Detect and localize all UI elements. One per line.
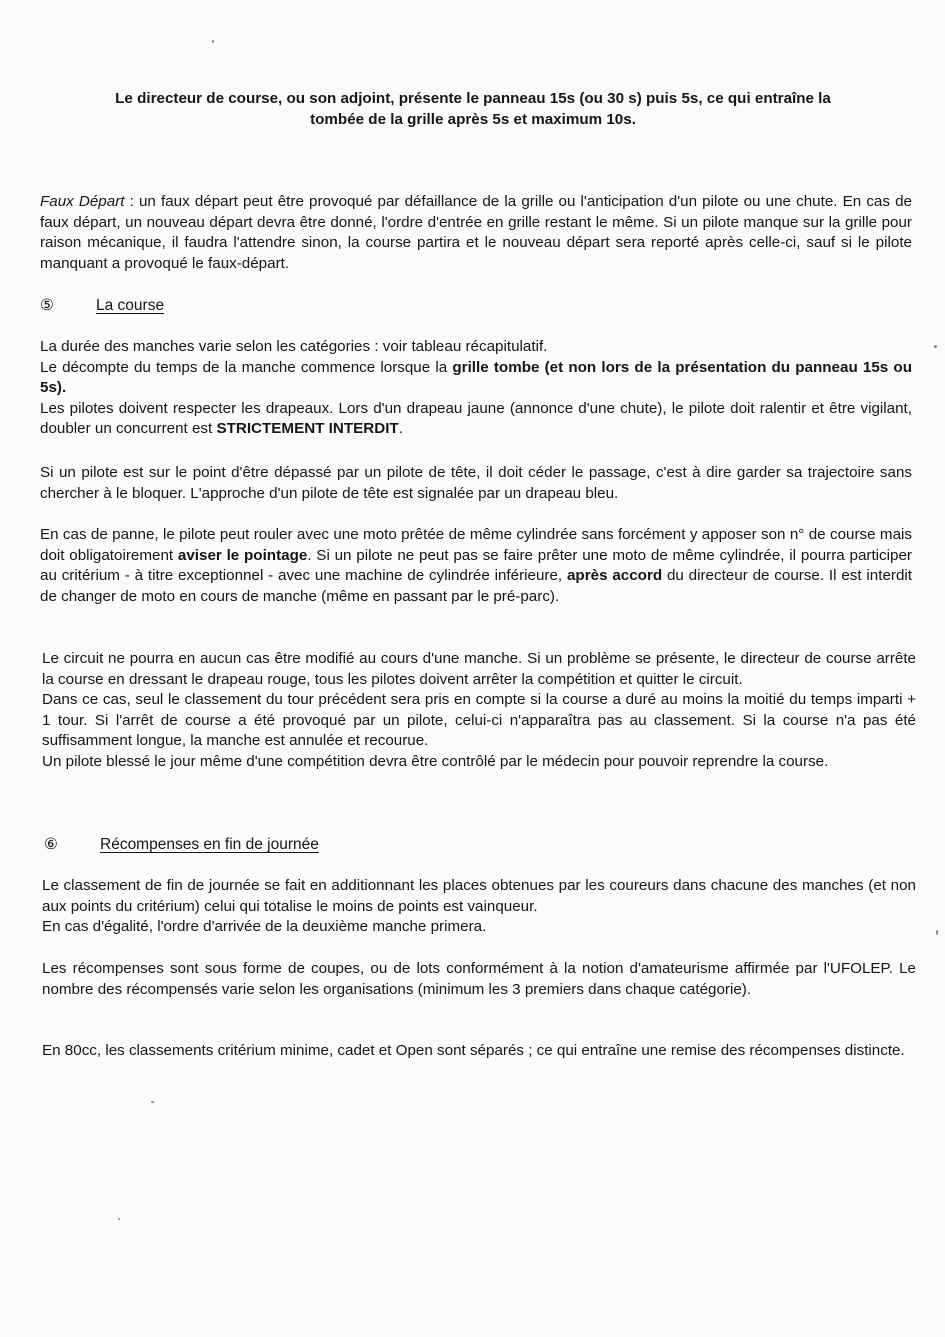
drapeaux-text: Les pilotes doivent respecter les drapeaux. Lors d'un drapeau jaune (annonce d'une chute), le pilote doit ralentir et être vigilant, doubler un concurrent est <box>40 399 912 438</box>
decompte-text: Le décompte du temps de la manche commence lorsque la <box>40 358 453 376</box>
classement-fin-text: Le classement de fin de journée se fait en additionnant les places obtenues par les coureurs dans chacune des manches (et non aux points du critérium) celui qui totalise le moins de points est vainqueur. <box>42 877 916 915</box>
aviser-pointage: aviser le pointage <box>177 546 308 564</box>
egalite-text: En cas d'égalité, l'ordre d'arrivée de la deuxième manche primera. <box>42 918 487 936</box>
scan-speck <box>151 1101 154 1103</box>
scan-speck <box>118 1218 120 1220</box>
strictement-interdit: STRICTEMENT INTERDIT <box>216 420 399 438</box>
section-5-heading <box>40 296 164 316</box>
faint-stamp-mark <box>440 636 520 692</box>
title-line-2: tombée de la grille après 5s et maximum 10s. <box>310 111 636 128</box>
decompte-bold: grille tombe (et non lors de la présentation du panneau 15s ou 5s). <box>40 358 912 397</box>
duree-manches-text: La durée des manches varie selon les catégories : voir tableau récapitulatif. <box>40 338 548 355</box>
section-6-heading <box>44 835 319 855</box>
section-6-paragraph-2: Les récompenses sont sous forme de coupes, ou de lots conformément à la notion d'amateurisme affirmée par l'UFOLEP. Le nombre des récompensés varie selon les organisations (minimum les 3 premiers dans chaque catégorie). <box>42 960 916 998</box>
scan-speck <box>936 930 938 935</box>
section-6-number: ⑥ <box>44 836 58 853</box>
scan-speck <box>212 40 214 43</box>
section-5-title: La course <box>96 297 165 314</box>
section-6-paragraph-1 <box>42 876 916 938</box>
scan-speck <box>934 345 937 348</box>
section-5-paragraph-2: Si un pilote est sur le point d'être dépassé par un pilote de tête, il doit céder le passage, c'est à dire garder sa trajectoire sans chercher à le bloquer. L'approche d'un pilote de tête est signalée par un drapeau bleu. <box>40 464 912 502</box>
classement-tour-text: Dans ce cas, seul le classement du tour précédent sera pris en compte si la course a duré au moins la moitié du temps imparti + 1 tour. Si l'arrêt de course a été provoqué par un pilote, celui-ci n'apparaîtra pas au classement. Si la course n'a pas été suffisamment longue, la manche est annulée et recourue. <box>42 691 916 750</box>
section-5-paragraph-3 <box>40 525 912 607</box>
section-6-title: Récompenses en fin de journée <box>100 836 319 853</box>
circuit-text: Le circuit ne pourra en aucun cas être modifié au cours d'une manche. Si un problème se présente, le directeur de course arrête la course en dressant le drapeau rouge, tous les pilotes doivent arrêter la compétition et quitter le circuit. <box>42 650 916 688</box>
drapeaux-end: . <box>398 420 403 438</box>
title-line-1: Le directeur de course, ou son adjoint, présente le panneau 15s (ou 30 s) puis 5s, ce qui entraîne la <box>115 90 831 107</box>
faux-depart-text: : un faux départ peut être provoqué par défaillance de la grille ou l'anticipation d'un pilote ou une chute. En cas de faux départ, un nouveau départ devra être donné, l'ordre d'entrée en grille restant le même. Si un pilote manque sur la grille pour raison mécanique, il faudra l'attendre sinon, la course partira et le nouveau départ sera reporté après celle-ci, sauf si le pilote manquant a provoqué le faux-départ. <box>40 193 912 272</box>
faux-depart-label: Faux Départ <box>40 193 125 210</box>
panne-text: En cas de panne, le pilote peut rouler avec une moto prêtée de même cylindrée sans forcément y apposer son n° de course mais doit obligatoirement <box>40 526 912 564</box>
apres-accord: après accord <box>566 567 663 585</box>
section-5-paragraph-1 <box>40 337 912 440</box>
faux-depart-paragraph <box>40 192 912 274</box>
panne-text-2: . Si un pilote ne peut pas se faire prêter une moto de même cylindrée, il pourra participer au critérium - à titre exceptionnel - avec une machine de cylindrée inférieure, <box>40 546 912 585</box>
panne-text-3: du directeur de course. Il est interdit de changer de moto en cours de manche (même en passant par le pré-parc). <box>40 567 912 605</box>
pilote-blesse-text: Un pilote blessé le jour même d'une compétition devra être contrôlé par le médecin pour pouvoir reprendre la course. <box>42 752 829 770</box>
section-5-number: ⑤ <box>40 297 54 314</box>
document-title <box>40 88 906 130</box>
section-6-paragraph-3: En 80cc, les classements critérium minime, cadet et Open sont séparés ; ce qui entraîne une remise des récompenses distincte. <box>42 1042 905 1059</box>
